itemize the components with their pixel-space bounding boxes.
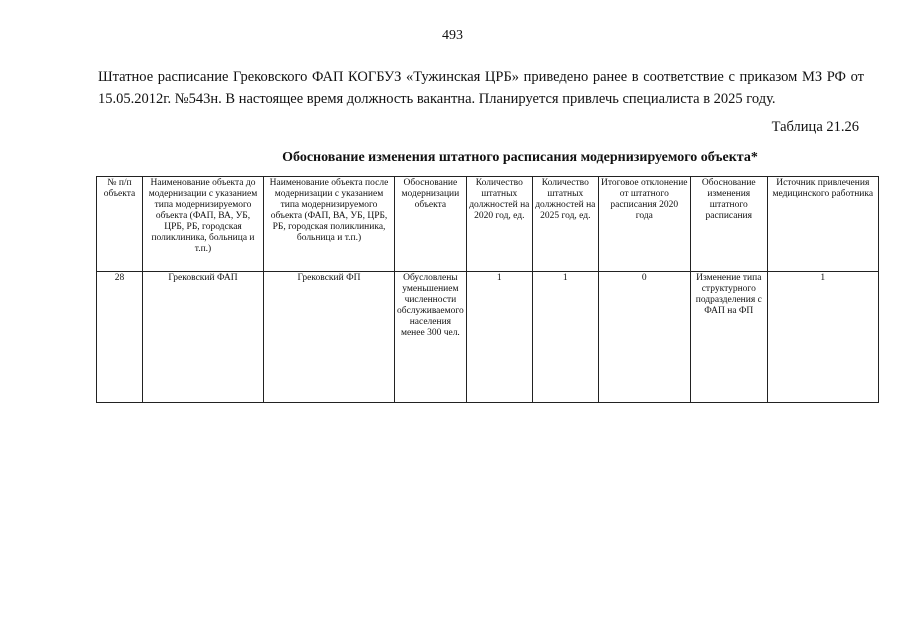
header-positions-2020: Количество штатных должностей на 2020 год, ед. [466,177,532,272]
header-deviation: Итоговое отклонение от штатного расписания 2020 года [598,177,690,272]
table-header-row [97,177,879,272]
header-modernization-reason: Обоснование модернизации объекта [395,177,467,272]
table-row [97,272,879,403]
cell-change-reason: Изменение типа структурного подразделения с ФАП на ФП [690,272,767,403]
table-reference: Таблица 21.26 [771,119,859,135]
header-change-reason: Обоснование изменения штатного расписания [690,177,767,272]
cell-worker-source: 1 [767,272,878,403]
cell-positions-2025: 1 [532,272,598,403]
header-name-after: Наименование объекта после модернизации с указанием типа модернизируемого объекта (ФАП, ВА, УБ, ЦРБ, РБ, городская поликлиника, больница и т.п.) [264,177,395,272]
page-number: 493 [442,28,463,43]
cell-deviation: 0 [598,272,690,403]
cell-positions-2020: 1 [466,272,532,403]
staffing-table [96,176,879,403]
cell-name-after: Грековский ФП [264,272,395,403]
cell-modernization-reason: Обусловлены уменьшением численности обслуживаемого населения менее 300 чел. [395,272,467,403]
header-object-number: № п/п объекта [97,177,143,272]
intro-paragraph: Штатное расписание Грековского ФАП КОГБУЗ «Тужинская ЦРБ» приведено ранее в соответствие с приказом МЗ РФ от 15.05.2012г. №543н. В настоящее время должность вакантна. Планируется привлечь специалиста в 2025 году. [98,69,864,107]
cell-object-number: 28 [97,272,143,403]
header-worker-source: Источник привлечения медицинского работника [767,177,878,272]
cell-name-before: Грековский ФАП [143,272,264,403]
header-positions-2025: Количество штатных должностей на 2025 год, ед. [532,177,598,272]
header-name-before: Наименование объекта до модернизации с указанием типа модернизируемого объекта (ФАП, ВА, УБ, ЦРБ, РБ, городская поликлиника, больница и т.п.) [143,177,264,272]
table-title: Обоснование изменения штатного расписания модернизируемого объекта* [282,150,758,165]
